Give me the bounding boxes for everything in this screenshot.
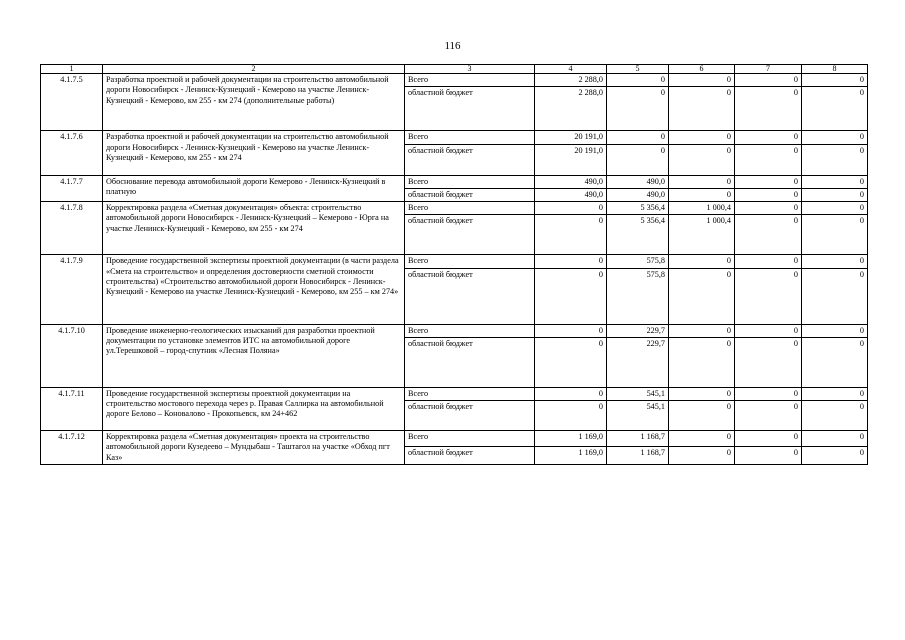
value-cell: 0 (669, 87, 735, 131)
value-cell: 0 (802, 131, 868, 144)
value-cell: 0 (669, 188, 735, 201)
item-number: 4.1.7.9 (41, 255, 103, 324)
value-cell: 0 (735, 74, 802, 87)
value-cell: 2 288,0 (535, 87, 607, 131)
value-cell: 1 000,4 (669, 202, 735, 215)
item-name: Проведение государственной экспертизы проектной документации на строительство мостового перехода через р. Правая Саллирка на автомобильной дороге Белово – Коновалово - Прокопьевск, км 24+462 (103, 387, 405, 430)
funding-source: областной бюджет (405, 215, 535, 255)
column-header: 1 (41, 65, 103, 74)
value-cell: 0 (535, 324, 607, 337)
value-cell: 0 (735, 144, 802, 175)
value-cell: 5 356,4 (607, 215, 669, 255)
value-cell: 0 (735, 337, 802, 387)
header-row (41, 65, 868, 74)
table-row (41, 131, 868, 144)
value-cell: 0 (535, 202, 607, 215)
value-cell: 0 (802, 401, 868, 431)
value-cell: 0 (669, 324, 735, 337)
value-cell: 0 (735, 268, 802, 324)
table-row (41, 387, 868, 400)
value-cell: 0 (735, 188, 802, 201)
value-cell: 0 (535, 337, 607, 387)
value-cell: 0 (607, 87, 669, 131)
value-cell: 545,1 (607, 387, 669, 400)
column-header: 2 (103, 65, 405, 74)
item-number: 4.1.7.11 (41, 387, 103, 430)
value-cell: 0 (669, 74, 735, 87)
value-cell: 0 (735, 255, 802, 268)
value-cell: 490,0 (535, 188, 607, 201)
funding-source: областной бюджет (405, 446, 535, 464)
column-header: 6 (669, 65, 735, 74)
funding-source: Всего (405, 387, 535, 400)
value-cell: 1 169,0 (535, 431, 607, 447)
funding-source: Всего (405, 324, 535, 337)
value-cell: 0 (802, 202, 868, 215)
funding-source: Всего (405, 255, 535, 268)
item-name: Разработка проектной и рабочей документации на строительство автомобильной дороги Новосибирск - Ленинск-Кузнецкий - Кемерово на участке Ленинск-Кузнецкий - Кемерово, км 255 - км 274 (103, 131, 405, 175)
value-cell: 545,1 (607, 401, 669, 431)
value-cell: 0 (802, 431, 868, 447)
funding-source: Всего (405, 175, 535, 188)
value-cell: 0 (735, 131, 802, 144)
value-cell: 229,7 (607, 324, 669, 337)
column-header: 3 (405, 65, 535, 74)
value-cell: 0 (607, 144, 669, 175)
value-cell: 490,0 (607, 188, 669, 201)
value-cell: 0 (802, 215, 868, 255)
value-cell: 0 (607, 131, 669, 144)
value-cell: 0 (669, 387, 735, 400)
funding-source: Всего (405, 202, 535, 215)
column-header: 8 (802, 65, 868, 74)
value-cell: 0 (802, 446, 868, 464)
table-row (41, 74, 868, 87)
value-cell: 0 (735, 215, 802, 255)
value-cell: 0 (669, 175, 735, 188)
funding-source: областной бюджет (405, 188, 535, 201)
item-name: Обоснование перевода автомобильной дороги Кемерово - Ленинск-Кузнецкий в платную (103, 175, 405, 202)
page-number: 116 (444, 40, 461, 52)
value-cell: 0 (735, 387, 802, 400)
value-cell: 0 (802, 144, 868, 175)
funding-source: областной бюджет (405, 268, 535, 324)
value-cell: 0 (535, 387, 607, 400)
item-number: 4.1.7.7 (41, 175, 103, 202)
item-number: 4.1.7.8 (41, 202, 103, 255)
value-cell: 0 (535, 268, 607, 324)
column-header: 4 (535, 65, 607, 74)
value-cell: 0 (802, 87, 868, 131)
value-cell: 229,7 (607, 337, 669, 387)
budget-table (40, 64, 868, 465)
value-cell: 0 (735, 446, 802, 464)
funding-source: областной бюджет (405, 337, 535, 387)
value-cell: 0 (669, 431, 735, 447)
value-cell: 0 (735, 175, 802, 188)
value-cell: 0 (735, 324, 802, 337)
item-number: 4.1.7.10 (41, 324, 103, 387)
table-row (41, 255, 868, 268)
item-name: Корректировка раздела «Сметная документация» объекта: строительство автомобильной дороги Новосибирск - Ленинск-Кузнецкий – Кемерово - Юрга на участке Ленинск-Кузнецкий - Кемерово, км 255 - км 274 (103, 202, 405, 255)
value-cell: 0 (802, 324, 868, 337)
value-cell: 0 (669, 268, 735, 324)
value-cell: 0 (535, 215, 607, 255)
value-cell: 575,8 (607, 255, 669, 268)
table-row (41, 431, 868, 447)
value-cell: 0 (802, 74, 868, 87)
table-row (41, 324, 868, 337)
table-body (41, 65, 868, 465)
value-cell: 0 (669, 144, 735, 175)
value-cell: 0 (802, 337, 868, 387)
funding-source: Всего (405, 131, 535, 144)
value-cell: 490,0 (535, 175, 607, 188)
value-cell: 0 (669, 255, 735, 268)
value-cell: 0 (735, 401, 802, 431)
column-header: 7 (735, 65, 802, 74)
value-cell: 0 (669, 131, 735, 144)
value-cell: 0 (735, 87, 802, 131)
value-cell: 20 191,0 (535, 144, 607, 175)
item-name: Разработка проектной и рабочей документации на строительство автомобильной дороги Новосибирск - Ленинск-Кузнецкий - Кемерово на участке Ленинск-Кузнецкий - Кемерово, км 255 - км 274 (дополнительные работы) (103, 74, 405, 131)
value-cell: 1 000,4 (669, 215, 735, 255)
item-number: 4.1.7.6 (41, 131, 103, 175)
value-cell: 20 191,0 (535, 131, 607, 144)
value-cell: 0 (669, 401, 735, 431)
value-cell: 0 (535, 401, 607, 431)
funding-source: областной бюджет (405, 144, 535, 175)
value-cell: 0 (735, 202, 802, 215)
funding-source: Всего (405, 74, 535, 87)
value-cell: 0 (535, 255, 607, 268)
funding-source: Всего (405, 431, 535, 447)
value-cell: 5 356,4 (607, 202, 669, 215)
item-name: Проведение инженерно-геологических изысканий для разработки проектной документации по установке элементов ИТС на автомобильной дороге ул.Терешковой – город-спутник «Лесная Поляна» (103, 324, 405, 387)
value-cell: 2 288,0 (535, 74, 607, 87)
value-cell: 0 (802, 268, 868, 324)
value-cell: 490,0 (607, 175, 669, 188)
value-cell: 0 (607, 74, 669, 87)
value-cell: 0 (802, 387, 868, 400)
funding-source: областной бюджет (405, 401, 535, 431)
item-number: 4.1.7.5 (41, 74, 103, 131)
value-cell: 1 168,7 (607, 431, 669, 447)
item-name: Корректировка раздела «Сметная документация» проекта на строительство автомобильной дороги Кузедеево – Мундыбаш - Таштагол на участке «Обход пгт Каз» (103, 431, 405, 465)
value-cell: 0 (669, 446, 735, 464)
value-cell: 0 (802, 175, 868, 188)
value-cell: 1 169,0 (535, 446, 607, 464)
value-cell: 0 (735, 431, 802, 447)
item-name: Проведение государственной экспертизы проектной документации (в части раздела «Смета на строительство» и определения достоверности сметной стоимости строительства) «Строительство автомобильной дороги Новосибирск - Ленинск-Кузнецкий - Кемерово на участке Ленинск-Кузнецкий - Кемерово, км 255 – км 274» (103, 255, 405, 324)
value-cell: 0 (669, 337, 735, 387)
item-number: 4.1.7.12 (41, 431, 103, 465)
value-cell: 0 (802, 255, 868, 268)
funding-source: областной бюджет (405, 87, 535, 131)
table-row (41, 175, 868, 188)
column-header: 5 (607, 65, 669, 74)
table-row (41, 202, 868, 215)
value-cell: 575,8 (607, 268, 669, 324)
value-cell: 0 (802, 188, 868, 201)
value-cell: 1 168,7 (607, 446, 669, 464)
